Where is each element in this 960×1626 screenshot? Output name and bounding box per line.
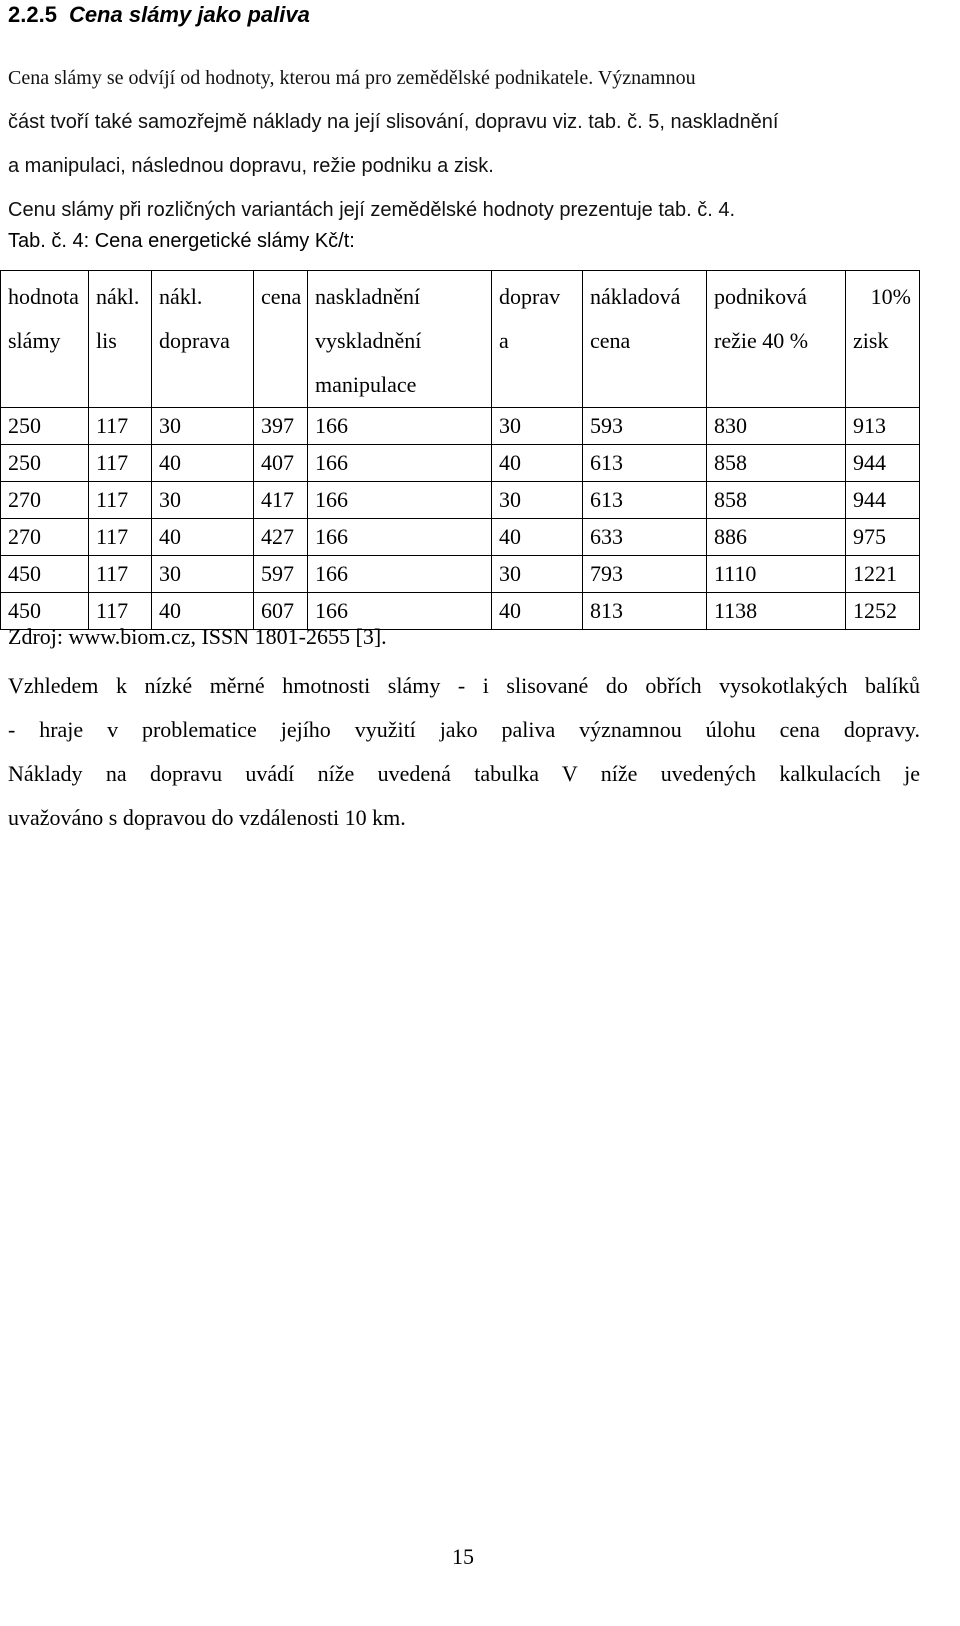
header-cell: hodnota slámy [1,271,89,408]
table-cell: 793 [583,556,707,593]
table-cell: 633 [583,519,707,556]
table-cell: 30 [152,482,254,519]
intro-line: a manipulaci, následnou dopravu, režie podniku a zisk. [8,155,494,177]
section-number: 2.2.5 [8,2,57,27]
table-cell: 117 [89,519,152,556]
table-cell: 30 [492,408,583,445]
header-cell: cena [254,271,308,408]
table-cell: 40 [152,519,254,556]
section-heading [8,2,310,28]
table-cell: 117 [89,445,152,482]
table-cell: 166 [308,445,492,482]
table-cell: 166 [308,519,492,556]
table-caption: Tab. č. 4: Cena energetické slámy Kč/t: [8,230,355,252]
table-row [1,408,920,445]
table-row [1,445,920,482]
section-title: Cena slámy jako paliva [68,2,310,27]
intro-line: Cenu slámy při rozličných variantách její zemědělské hodnoty prezentuje tab. č. 4. [8,199,736,221]
table-cell: 40 [492,593,583,630]
table-cell: 40 [152,593,254,630]
table-cell: 450 [1,593,89,630]
body-paragraph [8,664,920,840]
body-line: Vzhledem k nízké měrné hmotnosti slámy - i slisované do obřích vysokotlakých balíků [8,673,920,698]
header-cell: doprav a [492,271,583,408]
table-cell: 117 [89,556,152,593]
table-cell: 613 [583,445,707,482]
table-header-row [1,271,920,408]
intro-paragraph [8,56,918,232]
table-cell: 40 [492,445,583,482]
header-cell: nákl. doprava [152,271,254,408]
table-cell: 1138 [707,593,846,630]
table-cell: 270 [1,519,89,556]
table-source: Zdroj: www.biom.cz, ISSN 1801-2655 [3]. [8,624,387,649]
table-cell: 593 [583,408,707,445]
table-cell: 117 [89,482,152,519]
header-cell: 10% zisk [846,271,920,408]
table-cell: 1252 [846,593,920,630]
table-cell: 944 [846,445,920,482]
table-cell: 397 [254,408,308,445]
page-number: 15 [452,1544,474,1569]
body-line: uvažováno s dopravou do vzdálenosti 10 km. [8,805,406,830]
body-line: - hraje v problematice jejího využití jako paliva významnou úlohu cena dopravy. [8,717,920,742]
table-cell: 30 [152,556,254,593]
table-cell: 427 [254,519,308,556]
table-cell: 166 [308,482,492,519]
table-cell: 30 [492,482,583,519]
table-cell: 450 [1,556,89,593]
table-cell: 40 [492,519,583,556]
table-row [1,482,920,519]
body-line: Náklady na dopravu uvádí níže uvedená tabulka V níže uvedených kalkulacích je [8,761,920,786]
table-cell: 270 [1,482,89,519]
table-cell: 250 [1,445,89,482]
table-row [1,556,920,593]
table-cell: 417 [254,482,308,519]
header-cell: naskladnění vyskladnění manipulace [308,271,492,408]
table-cell: 1221 [846,556,920,593]
intro-line: část tvoří také samozřejmě náklady na její slisování, dopravu viz. tab. č. 5, naskladnění [8,111,779,133]
header-cell: nákladová cena [583,271,707,408]
table-cell: 117 [89,408,152,445]
table-cell: 250 [1,408,89,445]
table-cell: 813 [583,593,707,630]
table-cell: 1110 [707,556,846,593]
table-cell: 40 [152,445,254,482]
table-cell: 913 [846,408,920,445]
table-cell: 830 [707,408,846,445]
table-cell: 858 [707,445,846,482]
table-cell: 166 [308,408,492,445]
table-cell: 944 [846,482,920,519]
header-cell: nákl. lis [89,271,152,408]
table-cell: 613 [583,482,707,519]
price-table [0,270,920,630]
table-cell: 166 [308,556,492,593]
table-cell: 30 [492,556,583,593]
table-cell: 975 [846,519,920,556]
table-row [1,519,920,556]
table-cell: 166 [308,593,492,630]
table-cell: 30 [152,408,254,445]
table-cell: 858 [707,482,846,519]
table-cell: 607 [254,593,308,630]
table-cell: 597 [254,556,308,593]
header-cell: podniková režie 40 % [707,271,846,408]
table-cell: 117 [89,593,152,630]
table-cell: 407 [254,445,308,482]
table-cell: 886 [707,519,846,556]
intro-line: Cena slámy se odvíjí od hodnoty, kterou má pro zemědělské podnikatele. Významnou [8,67,696,89]
